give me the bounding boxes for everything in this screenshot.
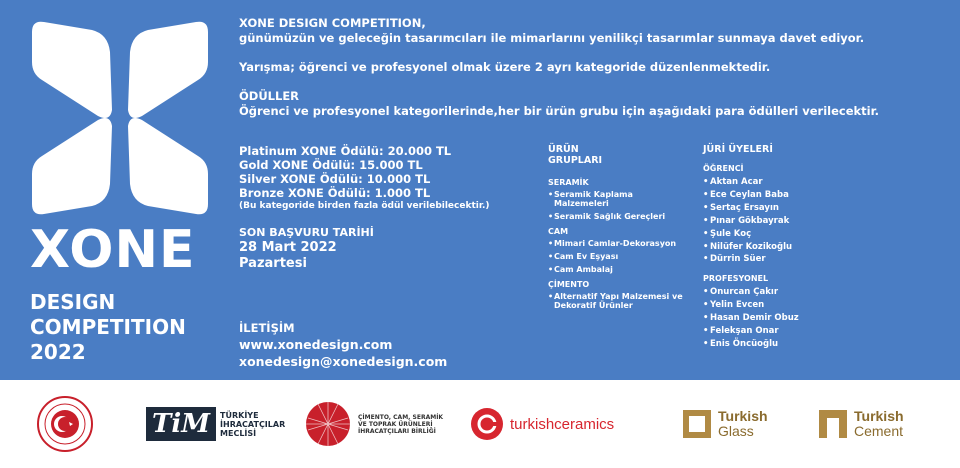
sponsor-turkishcement[interactable] xyxy=(818,380,904,468)
award-note: (Bu kategoride birden fazla ödül verilebilecektir.) xyxy=(239,201,490,211)
turkishcement-logo-text xyxy=(854,409,904,439)
intro-categories: Yarışma; öğrenci ve profesyonel olmak üzere 2 ayrı kategoride düzenlenmektedir. xyxy=(239,60,771,74)
tim-text-line: İHRACATÇILAR xyxy=(220,419,286,429)
jury-member: • Dürrin Süer xyxy=(703,253,843,266)
groups-heading xyxy=(548,144,688,166)
intro-title: XONE DESIGN COMPETITION, xyxy=(239,16,426,30)
ccs-text-line: İHRACATÇILARI BİRLİĞİ xyxy=(358,427,436,435)
deadline-section xyxy=(239,226,519,272)
award-item: Platinum XONE Ödülü: 20.000 TL xyxy=(239,144,452,158)
brand-sub-line: 2022 xyxy=(30,340,86,364)
jury-member: • Enis Öncüoğlu xyxy=(703,338,843,351)
deadline-label: SON BAŞVURU TARİHİ xyxy=(239,226,374,239)
intro-invite: günümüzün ve geleceğin tasarımcıları ile mimarlarını yenilikçi tasarımlar sunmaya davet ediyor. xyxy=(239,31,865,45)
jury-member: • Aktan Acar xyxy=(703,176,843,189)
jury-category-student: ÖĞRENCİ xyxy=(703,164,744,173)
tg-text-line: Turkish xyxy=(718,408,768,424)
jury-category-professional: PROFESYONEL xyxy=(703,274,769,284)
award-item: Bronze XONE Ödülü: 1.000 TL xyxy=(239,186,431,200)
xone-x-logo-icon xyxy=(30,18,210,218)
jury-member: • Pınar Gökbayrak xyxy=(703,215,843,228)
contact-email-link[interactable]: xonedesign@xonedesign.com xyxy=(239,354,448,369)
turkishglass-logo-text xyxy=(718,409,768,439)
tim-logo-mark: TiM xyxy=(146,407,216,441)
ccs-logo-text xyxy=(358,414,443,435)
tg-text-line: Glass xyxy=(718,423,754,439)
sponsor-ministry[interactable] xyxy=(36,380,94,468)
turkishceramics-logo-text: turkishceramics xyxy=(510,415,615,433)
tim-logo-text xyxy=(220,411,285,438)
group-item: • Cam Ev Eşyası xyxy=(548,252,688,261)
group-item: • Alternatif Yapı Malzemesi ve Dekoratif Ürünler xyxy=(548,292,688,310)
deadline-date: 28 Mart 2022 xyxy=(239,240,337,255)
tim-text-line: MECLİSİ xyxy=(220,428,257,438)
group-category-seramik: SERAMİK xyxy=(548,178,589,187)
awards-list xyxy=(239,144,519,212)
brand-wordmark: XONE xyxy=(30,220,196,280)
jury-member: • Nilüfer Kozikoğlu xyxy=(703,241,843,254)
jury-member: • Hasan Demir Obuz xyxy=(703,312,843,325)
tim-text-line: TÜRKİYE xyxy=(220,410,259,420)
award-item: Gold XONE Ödülü: 15.000 TL xyxy=(239,158,423,172)
contact-label: İLETİŞİM xyxy=(239,321,295,335)
jury-member: • Onurcan Çakır xyxy=(703,286,843,299)
turkishglass-logo-icon xyxy=(682,409,712,439)
awards-description: Öğrenci ve profesyonel kategorilerinde,her bir ürün grubu için aşağıdaki para ödülleri verilecektir. xyxy=(239,104,879,118)
sponsor-ccs-union[interactable] xyxy=(304,380,443,468)
jury-section xyxy=(703,144,843,359)
group-item: • Mimari Camlar-Dekorasyon xyxy=(548,239,688,248)
turkishceramics-logo-icon xyxy=(470,407,504,441)
sponsor-turkishceramics[interactable] xyxy=(470,380,614,468)
brand-sub-line: DESIGN xyxy=(30,290,116,314)
tcem-text-line: Cement xyxy=(854,423,904,439)
ccs-text-line: VE TOPRAK ÜRÜNLERİ xyxy=(358,420,433,428)
groups-heading-line: ÜRÜN xyxy=(548,144,579,155)
sponsor-footer xyxy=(0,380,960,468)
product-groups xyxy=(548,144,688,316)
award-item: Silver XONE Ödülü: 10.000 TL xyxy=(239,172,431,186)
ministry-seal-icon xyxy=(36,395,94,453)
group-category-cimento: ÇİMENTO xyxy=(548,280,590,289)
contact-website-link[interactable]: www.xonedesign.com xyxy=(239,337,393,352)
jury-member: • Ece Ceylan Baba xyxy=(703,189,843,202)
groups-heading-line: GRUPLARI xyxy=(548,155,603,166)
brand-sub-line: COMPETITION xyxy=(30,315,186,339)
turkishcement-logo-icon xyxy=(818,409,848,439)
jury-member: • Sertaç Ersayın xyxy=(703,202,843,215)
deadline-day: Pazartesi xyxy=(239,256,307,271)
jury-member: • Felekşan Onar xyxy=(703,325,843,338)
intro-section xyxy=(239,16,939,133)
sponsor-turkishglass[interactable] xyxy=(682,380,768,468)
group-item: • Seramik Sağlık Gereçleri xyxy=(548,212,688,221)
contact-section xyxy=(239,320,519,370)
brand-subtitle xyxy=(30,290,230,365)
group-category-cam: CAM xyxy=(548,227,569,236)
jury-member: • Şule Koç xyxy=(703,228,843,241)
sponsor-tim[interactable] xyxy=(146,380,285,468)
ccs-text-line: ÇİMENTO, CAM, SERAMİK xyxy=(358,413,444,421)
jury-member: • Yelin Evcen xyxy=(703,299,843,312)
group-item: • Cam Ambalaj xyxy=(548,265,688,274)
ccs-globe-icon xyxy=(304,400,352,448)
awards-heading: ÖDÜLLER xyxy=(239,89,300,103)
tcem-text-line: Turkish xyxy=(854,408,904,424)
group-item: • Seramik Kaplama Malzemeleri xyxy=(548,190,688,208)
jury-heading: JÜRİ ÜYELERİ xyxy=(703,144,773,155)
